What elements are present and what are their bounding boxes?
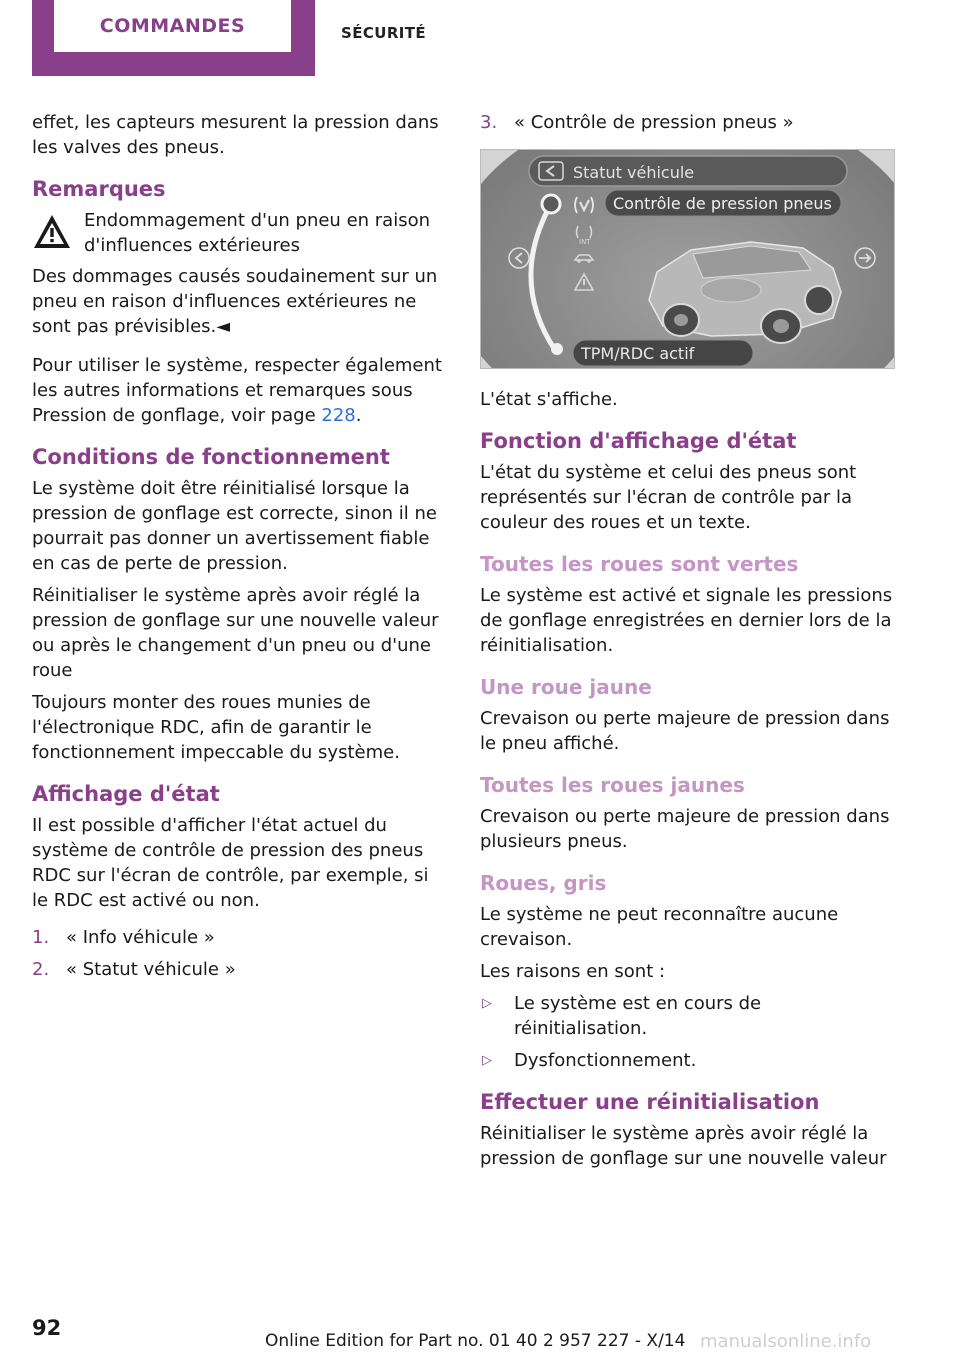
bullet-text: Le système est en cours de réinitialisation.: [514, 993, 762, 1039]
step-text: « Contrôle de pression pneus »: [514, 112, 794, 133]
warning-text: Des dommages causés soudainement sur un pneu en raison d'influences extérieures ne sont pas prévisibles.◄: [32, 266, 438, 337]
jaunes-para: Crevaison ou perte majeure de pression dans plusieurs pneus.: [480, 806, 890, 852]
heading-remarques: Remarques: [32, 177, 166, 201]
heading-affichage: Affichage d'état: [32, 782, 220, 806]
steps-list-continued: [480, 110, 898, 135]
selection-knob-bottom: [551, 343, 563, 355]
step-number: 1.: [32, 927, 50, 948]
right-column: [480, 110, 898, 1178]
page-link-228[interactable]: 228: [321, 405, 356, 426]
page-number: 92: [32, 1316, 62, 1340]
list-item: [480, 110, 898, 135]
header-tab-bar: [32, 0, 315, 76]
heading-fonction: Fonction d'affichage d'état: [480, 429, 797, 453]
heading-conditions: Conditions de fonctionnement: [32, 445, 390, 469]
control-display-illustration: [481, 150, 895, 369]
status-text: TPM/RDC actif: [581, 344, 695, 363]
watermark: manualsonline.info: [700, 1331, 872, 1352]
usage-text: [32, 353, 450, 428]
conditions-para-1: Le système doit être réinitialisé lorsque la pression de gonflage est correcte, sinon il ne pourrait pas donner un avertissement fiable en cas de perte de pression.: [32, 478, 437, 574]
list-item: [480, 1048, 898, 1073]
step-text: « Statut véhicule »: [66, 959, 236, 980]
list-item: [32, 957, 450, 982]
list-item: [32, 925, 450, 950]
warning-triangle-icon: [32, 212, 72, 252]
step-number: 3.: [480, 112, 498, 133]
control-display-screenshot: [480, 149, 895, 369]
bullet-triangle-icon: ▷: [482, 996, 492, 1011]
raisons-text: Les raisons en sont :: [480, 961, 666, 982]
steps-list: [32, 925, 450, 982]
bullet-triangle-icon: ▷: [482, 1053, 492, 1068]
heading-jaune: Une roue jaune: [480, 675, 652, 699]
bullet-text: Dysfonctionnement.: [514, 1050, 697, 1071]
tab-commandes[interactable]: [54, 0, 291, 52]
vertes-para: Le système est activé et signale les pressions de gonflage enregistrées en dernier lors de la réinitialisation.: [480, 585, 893, 656]
warning-block: [32, 208, 450, 258]
heading-reinit: Effectuer une réinitialisation: [480, 1090, 820, 1114]
reinit-para: Réinitialiser le système après avoir réglé la pression de gonflage sur une nouvelle valeur: [480, 1123, 887, 1169]
left-column: [32, 110, 450, 989]
usage-text-after: .: [355, 405, 362, 426]
intro-text: effet, les capteurs mesurent la pression dans les valves des pneus.: [32, 112, 439, 158]
heading-gris: Roues, gris: [480, 871, 607, 895]
heading-jaunes: Toutes les roues jaunes: [480, 773, 745, 797]
affichage-para: Il est possible d'afficher l'état actuel du système de contrôle de pression des pneus RDC sur l'écran de contrôle, par exemple, si le RDC est activé ou non.: [32, 815, 429, 911]
list-item: [480, 991, 898, 1041]
menu-selected-item: Contrôle de pression pneus: [613, 194, 832, 213]
reasons-list: [480, 991, 898, 1073]
conditions-para-3: Toujours monter des roues munies de l'électronique RDC, afin de garantir le fonctionnement impeccable du système.: [32, 692, 400, 763]
jaune-para: Crevaison ou perte majeure de pression dans le pneu affiché.: [480, 708, 890, 754]
tab-commandes-label: COMMANDES: [99, 15, 246, 37]
menu-title: Statut véhicule: [573, 163, 695, 182]
heading-vertes: Toutes les roues sont vertes: [480, 552, 799, 576]
gris-para: Le système ne peut reconnaître aucune crevaison.: [480, 904, 839, 950]
warning-title: Endommagement d'un pneu en raison d'influences extérieures: [84, 210, 430, 256]
conditions-para-2: Réinitialiser le système après avoir réglé la pression de gonflage sur une nouvelle valeur ou après le changement d'un pneu ou d'une roue: [32, 585, 439, 681]
step-number: 2.: [32, 959, 50, 980]
state-shown-text: L'état s'affiche.: [480, 389, 618, 410]
usage-text-before: Pour utiliser le système, respecter également les autres informations et remarques sous Pression de gonflage, voir page: [32, 355, 442, 426]
tab-securite[interactable]: SÉCURITÉ: [341, 24, 427, 42]
step-text: « Info véhicule »: [66, 927, 215, 948]
icon-int-label: INT: [579, 238, 591, 246]
edition-footer: Online Edition for Part no. 01 40 2 957 227 - X/14: [265, 1331, 686, 1351]
selection-knob-top: [542, 195, 560, 213]
fonction-para: L'état du système et celui des pneus sont représentés sur l'écran de contrôle par la couleur des roues et un texte.: [480, 462, 857, 533]
